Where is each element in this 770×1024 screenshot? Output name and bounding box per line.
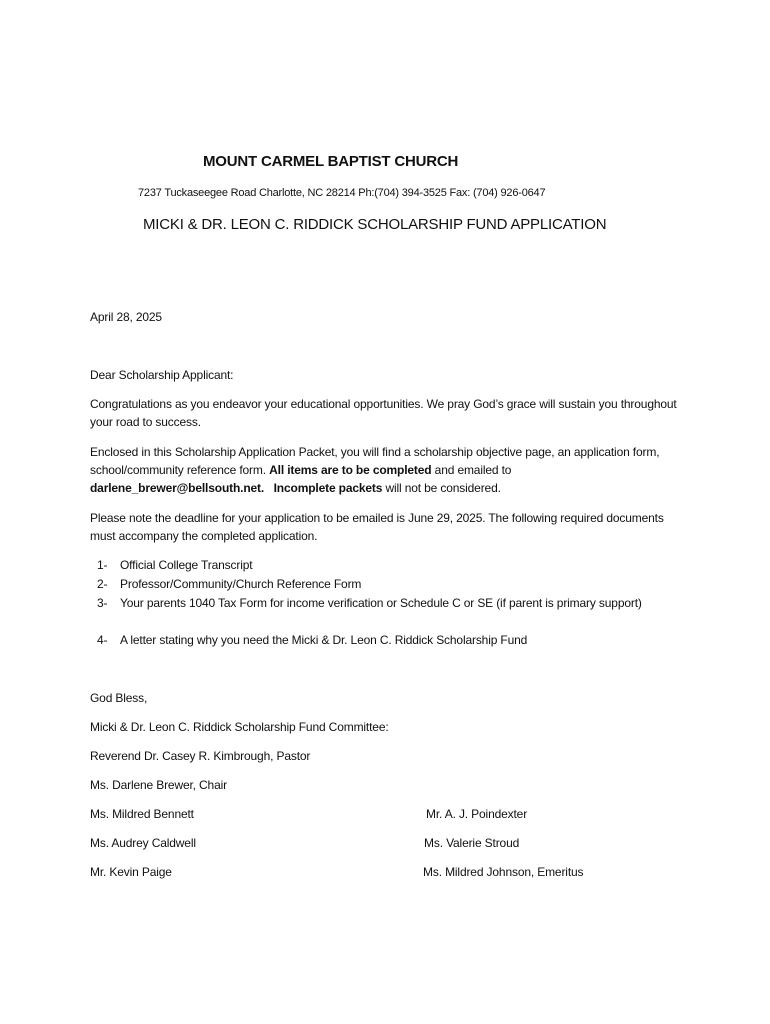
para2-text-a: Enclosed in this Scholarship Application Packet, you will find a scholarship objective page, an application form, school/community reference form.: [90, 445, 660, 477]
salutation: Dear Scholarship Applicant:: [90, 368, 234, 382]
para2-text-c: will not be considered.: [382, 481, 501, 495]
letter-date: April 28, 2025: [90, 310, 162, 324]
para2-text-b: and emailed to: [431, 463, 512, 477]
application-title: MICKI & DR. LEON C. RIDDICK SCHOLARSHIP FUND APPLICATION: [143, 216, 607, 233]
list-text: Professor/Community/Church Reference Form: [120, 577, 362, 591]
committee-member: Ms. Mildred Bennett: [90, 807, 194, 821]
church-address: 7237 Tuckaseegee Road Charlotte, NC 28214 Ph:(704) 394-3525 Fax: (704) 926-0647: [138, 187, 546, 199]
committee-member: Ms. Audrey Caldwell: [90, 836, 196, 850]
para2-bold-incomplete: Incomplete packets: [273, 481, 383, 495]
committee-member: Ms. Mildred Johnson, Emeritus: [423, 865, 584, 879]
committee-member: Mr. A. J. Poindexter: [426, 807, 528, 821]
closing: God Bless,: [90, 691, 148, 705]
list-text: Your parents 1040 Tax Form for income verification or Schedule C or SE (if parent is primary support): [120, 596, 642, 610]
paragraph-enclosed: [90, 443, 690, 497]
contact-email: darlene_brewer@bellsouth.net.: [90, 481, 265, 495]
church-name: MOUNT CARMEL BAPTIST CHURCH: [203, 153, 459, 170]
chair-name: Ms. Darlene Brewer, Chair: [90, 778, 227, 792]
paragraph-congratulations: Congratulations as you endeavor your educational opportunities. We pray God’s grace will sustain you throughout your road to success.: [90, 397, 677, 429]
committee-member: Ms. Valerie Stroud: [424, 836, 520, 850]
para2-bold-completed: All items are to be completed: [269, 463, 432, 477]
committee-member: Mr. Kevin Paige: [90, 865, 172, 879]
committee-title: Micki & Dr. Leon C. Riddick Scholarship Fund Committee:: [90, 720, 389, 734]
list-text: Official College Transcript: [120, 558, 253, 572]
list-number: 1-: [97, 558, 108, 572]
list-number: 2-: [97, 577, 108, 591]
list-number: 3-: [97, 596, 108, 610]
pastor-name: Reverend Dr. Casey R. Kimbrough, Pastor: [90, 749, 311, 763]
paragraph-deadline: Please note the deadline for your application to be emailed is June 29, 2025. The following required documents must accompany the completed application.: [90, 511, 664, 543]
list-text: A letter stating why you need the Micki & Dr. Leon C. Riddick Scholarship Fund: [120, 633, 528, 647]
list-number: 4-: [97, 633, 108, 647]
